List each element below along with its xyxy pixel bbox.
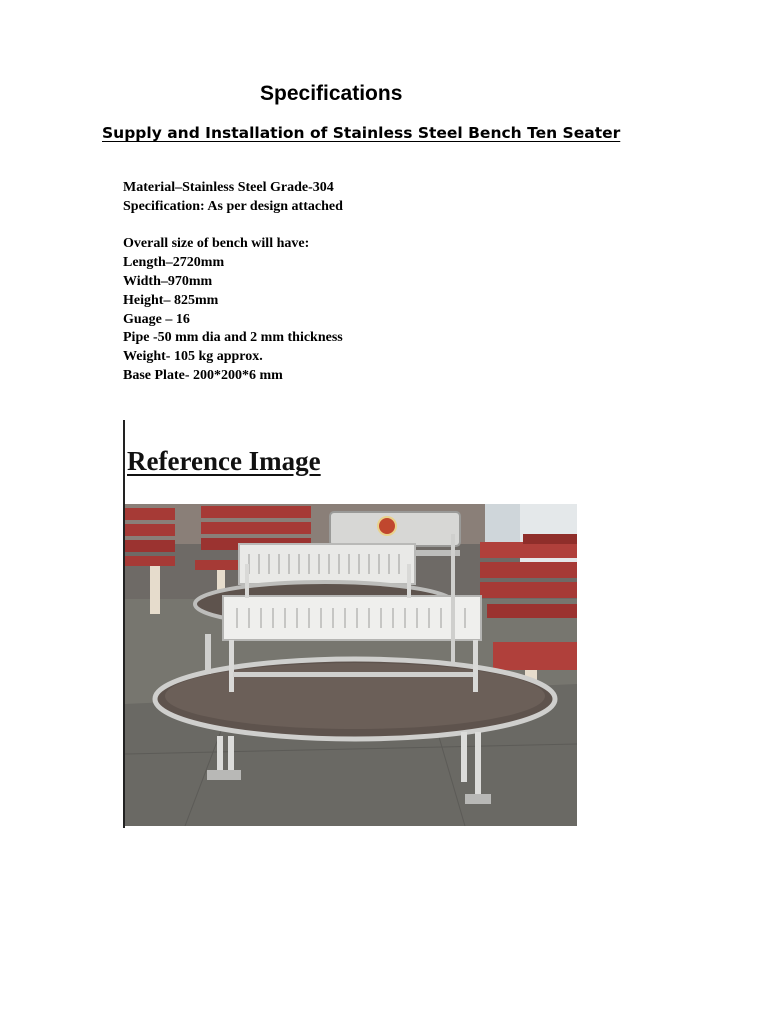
spec-base-plate: Base Plate- 200*200*6 mm [123, 367, 283, 383]
spec-design: Specification: As per design attached [123, 198, 343, 214]
spec-spacer [123, 217, 343, 236]
stainless-steel-bench-photo [125, 504, 577, 826]
spec-overall-size: Overall size of bench will have: [123, 236, 310, 252]
specifications-list [123, 179, 343, 386]
spec-height: Height– 825mm [123, 292, 219, 308]
spec-gauge: Guage – 16 [123, 311, 190, 327]
spec-length: Length–2720mm [123, 255, 225, 271]
spec-pipe: Pipe -50 mm dia and 2 mm thickness [123, 330, 343, 346]
page-title: Specifications [260, 82, 403, 105]
spec-material: Material–Stainless Steel Grade-304 [123, 180, 334, 195]
reference-image-block [123, 420, 578, 828]
spec-weight: Weight- 105 kg approx. [123, 349, 263, 365]
spec-width: Width–970mm [123, 273, 213, 289]
document-subtitle: Supply and Installation of Stainless Steel Bench Ten Seater [102, 124, 621, 142]
reference-image-label: Reference Image [127, 446, 321, 476]
